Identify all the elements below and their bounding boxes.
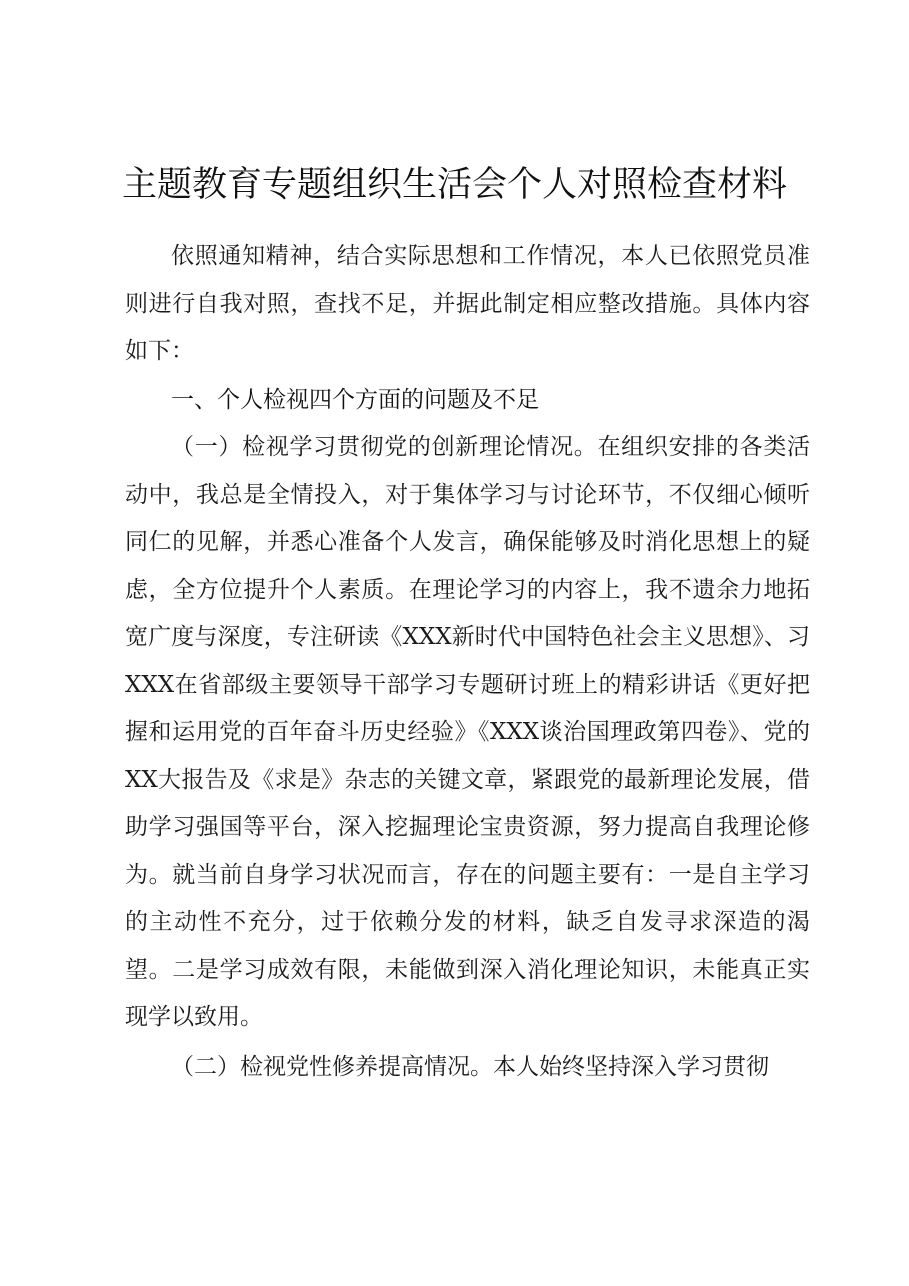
intro-paragraph: 依照通知精神，结合实际思想和工作情况，本人已依照党员准则进行自我对照，查找不足，并据此制定相应整改措施。具体内容如下： <box>125 243 810 364</box>
paragraph-2-body: 本人始终坚持深入学习贯彻 <box>493 1054 769 1080</box>
paragraph-2-lead: （二）检视党性修养提高情况。 <box>171 1054 493 1080</box>
paragraph-2 <box>125 1044 810 1092</box>
paragraph-1 <box>125 424 810 1042</box>
paragraph-1-lead: （一）检视学习贯彻党的创新理论情况。 <box>171 434 598 460</box>
paragraph-1-body: 在组织安排的各类活动中，我总是全情投入，对于集体学习与讨论环节，不仅细心倾听同仁的见解，并悉心准备个人发言，确保能够及时消化思想上的疑虑，全方位提升个人素质。在理论学习的内容上，我不遗余力地拓宽广度与深度，专注研读《XXX新时代中国特色社会主义思想》、习XXX在省部级主要领导干部学习专题研讨班上的精彩讲话《更好把握和运用党的百年奋斗历史经验》《XXX谈治国理政第四卷》、党的XX大报告及《求是》杂志的关键文章，紧跟党的最新理论发展，借助学习强国等平台，深入挖掘理论宝贵资源，努力提高自我理论修为。就当前自身学习状况而言，存在的问题主要有：一是自主学习的主动性不充分，过于依赖分发的材料，缺乏自发寻求深造的渴望。二是学习成效有限，未能做到深入消化理论知识，未能真正实现学以致用。 <box>125 434 811 1030</box>
document-title: 主题教育专题组织生活会个人对照检查材料 <box>121 165 787 205</box>
section-heading-1: 一、个人检视四个方面的问题及不足 <box>171 387 539 413</box>
